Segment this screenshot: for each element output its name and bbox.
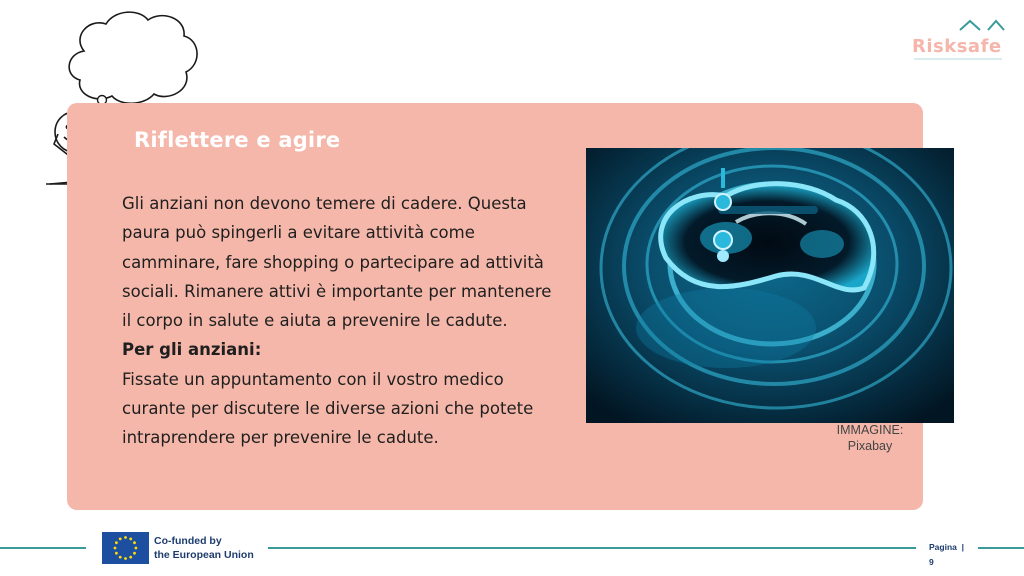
eu-text-line2: the European Union bbox=[154, 549, 254, 561]
thought-bubble-cloud bbox=[69, 12, 197, 103]
logo-text: Risksafe bbox=[912, 36, 1002, 57]
body-paragraph: Gli anziani non devono temere di cadere. Questa paura può spingerli a evitare attività come camminare, fare shopping o partecipare ad attività sociali. Rimanere attivi è importante per mantenere il corpo in salute e aiuta a prevenire le cadute. bbox=[122, 194, 552, 331]
page-label-text: Pagina bbox=[929, 542, 957, 552]
footer-line-right bbox=[978, 547, 1024, 549]
caption-label: IMMAGINE: bbox=[836, 423, 904, 437]
risksafe-logo bbox=[908, 18, 1008, 66]
eu-text-line1: Co-funded by bbox=[154, 535, 222, 547]
page-number-value: 9 bbox=[929, 557, 934, 567]
page-number bbox=[929, 540, 964, 570]
caption-source: Pixabay bbox=[847, 439, 893, 453]
eu-cofunded-text bbox=[154, 534, 254, 562]
body-subheading: Per gli anziani: bbox=[122, 340, 262, 360]
body-paragraph-2: Fissate un appuntamento con il vostro medico curante per discutere le diverse azioni che potete intraprendere per prevenire le cadute. bbox=[122, 369, 534, 448]
logo-underline bbox=[914, 58, 1002, 60]
page-separator: | bbox=[961, 542, 964, 552]
slide-title: Riflettere e agire bbox=[134, 128, 341, 152]
footer-line-left bbox=[0, 547, 86, 549]
water-drop-image bbox=[586, 148, 954, 423]
eu-flag-icon bbox=[102, 532, 149, 564]
slide-body bbox=[122, 189, 562, 453]
footer-line-middle bbox=[268, 547, 916, 549]
image-caption bbox=[820, 422, 920, 454]
